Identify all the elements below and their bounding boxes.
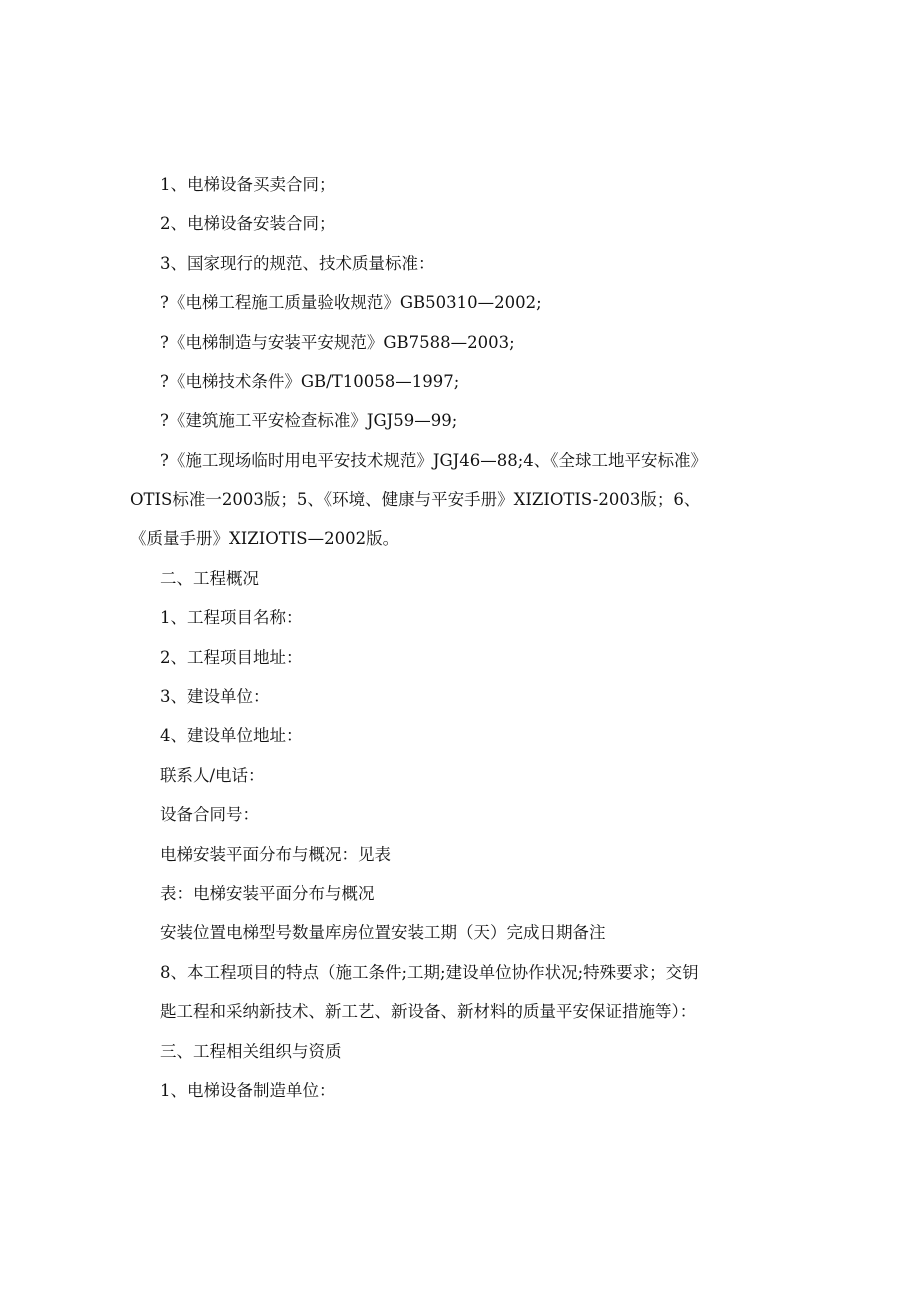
text-line: 1、电梯设备制造单位： [160,1081,336,1100]
text-line: OTIS标准一2003版；5、《环境、健康与平安手册》XIZIOTIS-2003版；6、 [130,490,701,509]
text-line: 2、电梯设备安装合同； [160,214,336,233]
text-line: 联系人/电话： [160,766,265,785]
text-line: 2、工程项目地址： [160,648,303,667]
text-line: ?《电梯制造与安装平安规范》GB7588—2003; [160,333,515,352]
text-line: 表：电梯安装平面分布与概况 [160,884,375,903]
text-line: 4、建设单位地址： [160,726,303,745]
text-line: 1、工程项目名称： [160,608,303,627]
text-line: 3、建设单位： [160,687,270,706]
text-line: 3、国家现行的规范、技术质量标准： [160,254,435,273]
section-heading: 三、工程相关组织与资质 [160,1042,342,1061]
text-line: 1、电梯设备买卖合同； [160,175,336,194]
text-line: 电梯安装平面分布与概况：见表 [160,845,391,864]
text-line: ?《施工现场临时用电平安技术规范》JGJ46—88;4、《全球工地平安标准》 [160,451,708,470]
table-header-line: 安装位置电梯型号数量库房位置安装工期（天）完成日期备注 [160,923,606,942]
text-line: 8、本工程项目的特点（施工条件;工期;建设单位协作状况;特殊要求；交钥 [160,963,699,982]
text-line: ?《电梯工程施工质量验收规范》GB50310—2002; [160,293,542,312]
text-line: 匙工程和采纳新技术、新工艺、新设备、新材料的质量平安保证措施等）： [160,1002,697,1021]
text-line: ?《建筑施工平安检查标准》JGJ59—99; [160,411,458,430]
text-line: ?《电梯技术条件》GB/T10058—1997; [160,372,460,391]
text-line: 《质量手册》XIZIOTIS—2002版。 [130,529,400,548]
text-line: 设备合同号： [160,805,259,824]
section-heading: 二、工程概况 [160,569,259,588]
